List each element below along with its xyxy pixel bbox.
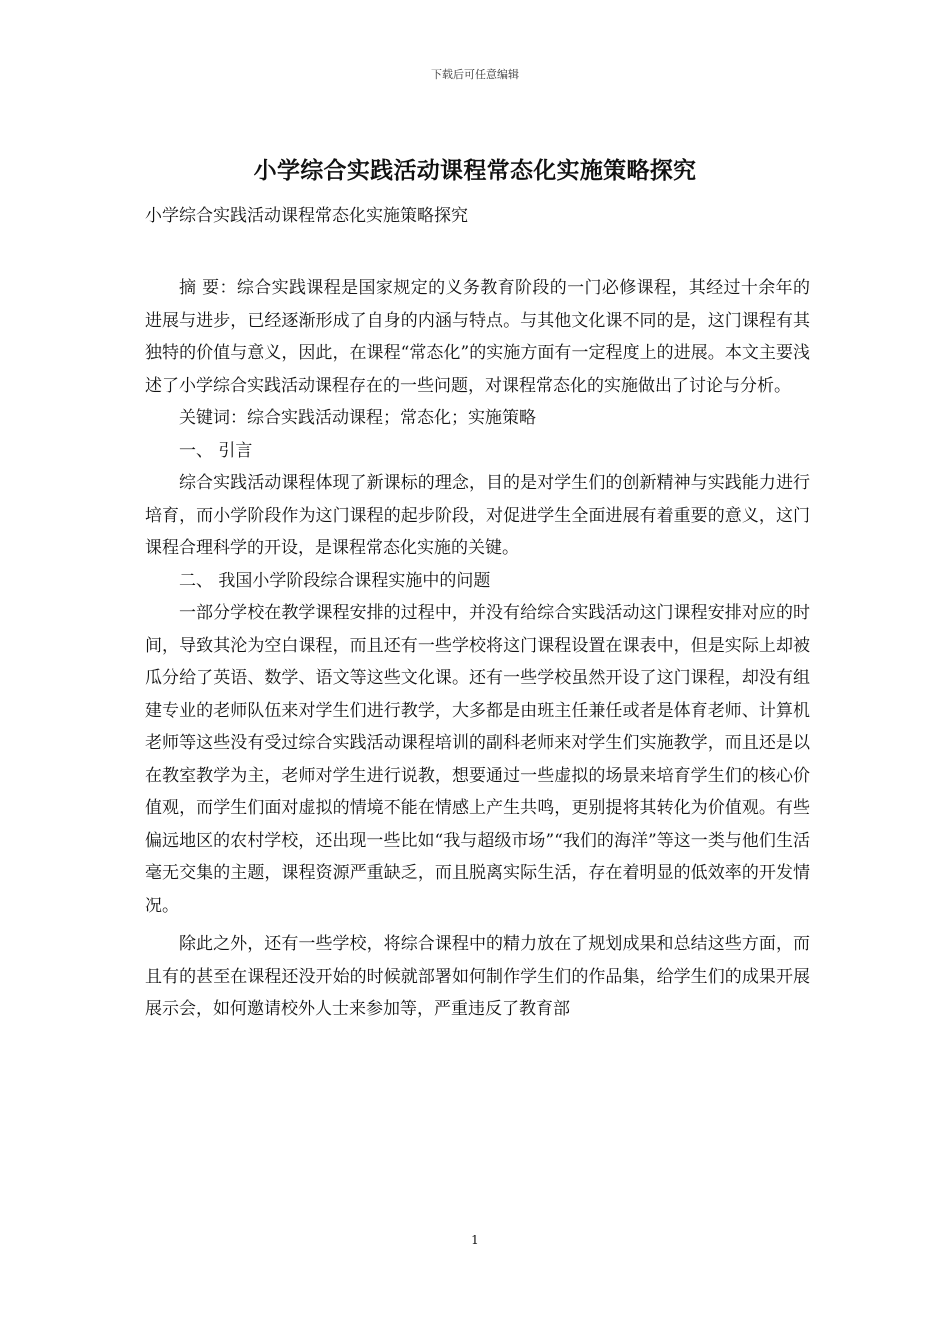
problems-paragraph: 一部分学校在教学课程安排的过程中，并没有给综合实践活动这门课程安排对应的时间，导致其沦为空白课程，而且还有一些学校将这门课程设置在课表中，但是实际上却被瓜分给了英语、数学、语文等这些文化课。还有一些学校虽然开设了这门课程，却没有组建专业的老师队伍来对学生们进行教学，大多都是由班主任兼任或者是体育老师、计算机老师等这些没有受过综合实践活动课程培训的副科老师来对学生们实施教学，而且还是以在教室教学为主，老师对学生进行说教，想要通过一些虚拟的场景来培育学生们的核心价值观，而学生们面对虚拟的情境不能在情感上产生共鸣，更别提将其转化为价值观。有些偏远地区的农村学校，还出现一些比如“我与超级市场”“我们的海洋”等这一类与他们生活毫无交集的主题，课程资源严重缺乏，而且脱离实际生活，存在着明显的低效率的开发情况。 — [145, 603, 810, 916]
additional-problems-paragraph: 除此之外，还有一些学校，将综合课程中的精力放在了规划成果和总结这些方面，而且有的甚至在课程还没开始的时候就部署如何制作学生们的作品集，给学生们的成果开展展示会，如何邀请校外人士来参加等，严重违反了教育部 — [145, 934, 810, 1019]
header-note: 下载后可任意编辑 — [431, 68, 519, 81]
page-number: 1 — [471, 1233, 479, 1247]
introduction-paragraph: 综合实践活动课程体现了新课标的理念，目的是对学生们的创新精神与实践能力进行培育，而小学阶段作为这门课程的起步阶段，对促进学生全面进展有着重要的意义，这门课程合理科学的开设，是课程常态化实施的关键。 — [145, 473, 810, 558]
document-body — [145, 272, 810, 1026]
document-title: 小学综合实践活动课程常态化实施策略探究 — [253, 157, 697, 184]
abstract-paragraph: 摘 要：综合实践课程是国家规定的义务教育阶段的一门必修课程，其经过十余年的进展与进步，已经逐渐形成了自身的内涵与特点。与其他文化课不同的是，这门课程有其独特的价值与意义，因此，在课程“常态化”的实施方面有一定程度上的进展。本文主要浅述了小学综合实践活动课程存在的一些问题，对课程常态化的实施做出了讨论与分析。 — [145, 278, 810, 396]
section-heading-problems: 二、 我国小学阶段综合课程实施中的问题 — [179, 570, 491, 591]
section-heading-introduction: 一、 引言 — [179, 440, 253, 461]
document-subtitle: 小学综合实践活动课程常态化实施策略探究 — [145, 206, 468, 226]
keywords-paragraph: 关键词：综合实践活动课程；常态化；实施策略 — [179, 408, 536, 428]
